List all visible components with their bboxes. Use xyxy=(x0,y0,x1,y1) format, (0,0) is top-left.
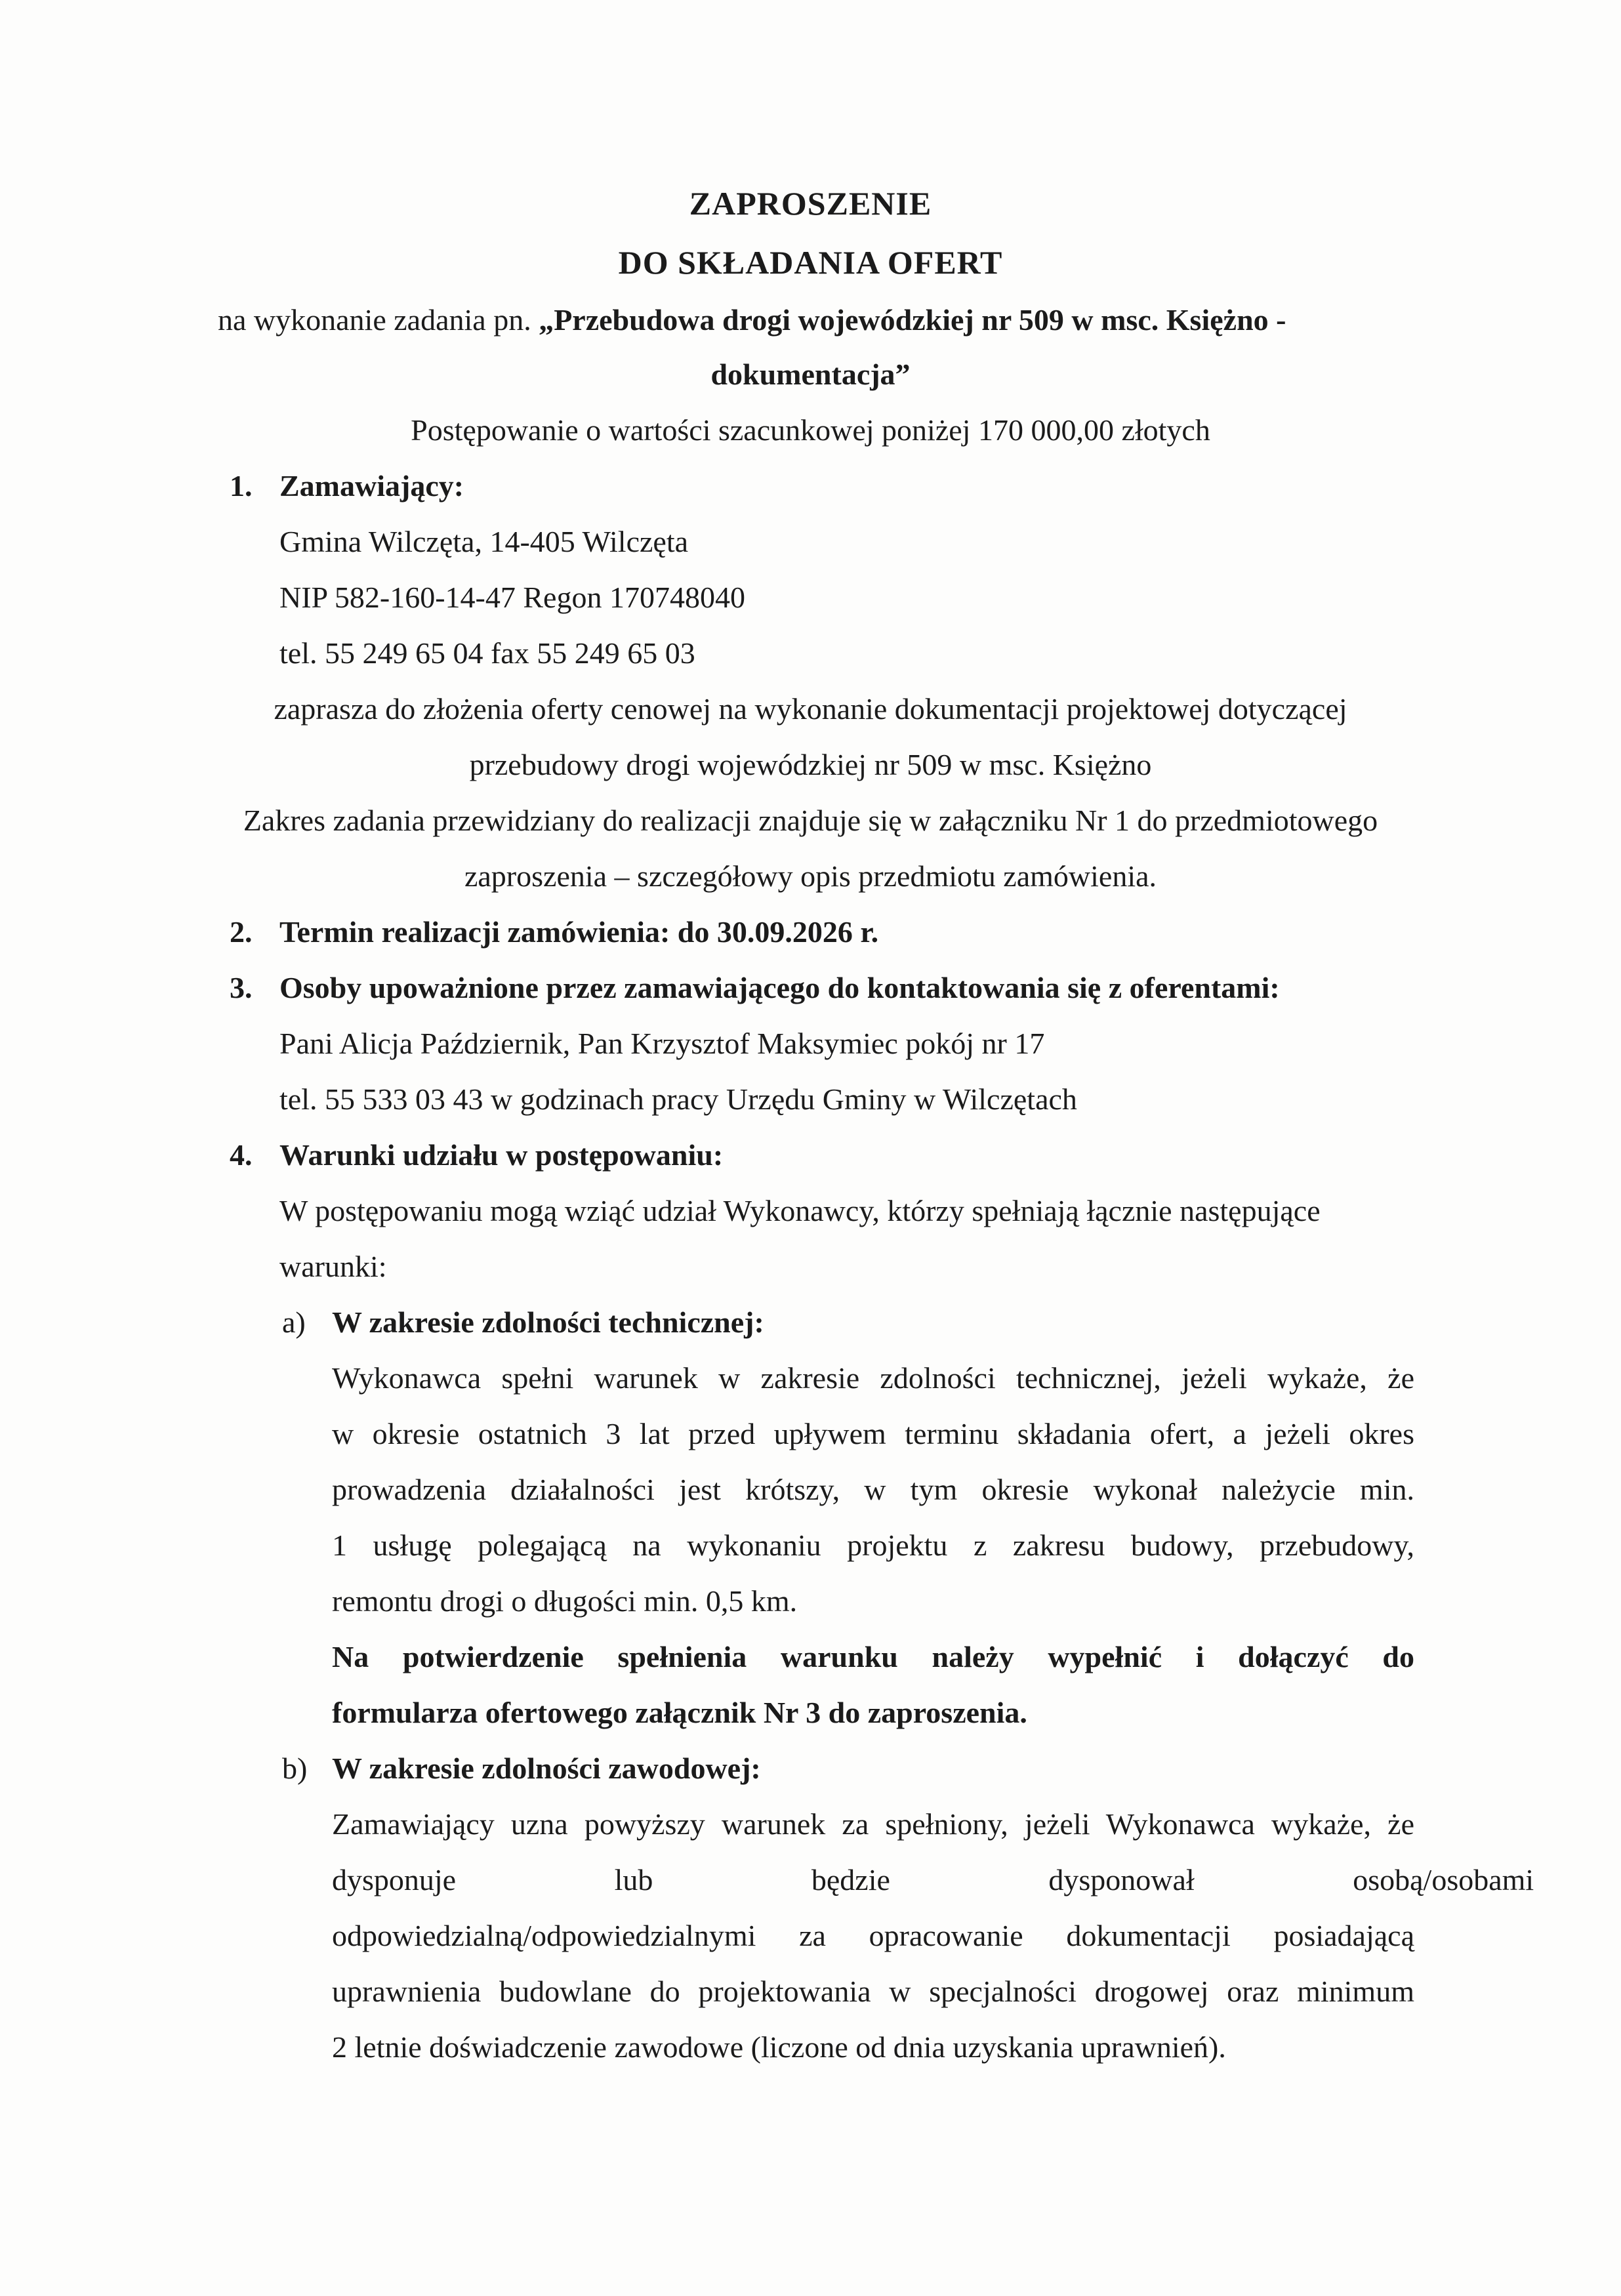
conditions-intro: warunki: xyxy=(279,1250,387,1283)
invite-line: zaprasza do złożenia oferty cenowej na wykonanie dokumentacji projektowej dotyczącej xyxy=(274,692,1347,726)
section-2-number: 2. xyxy=(230,915,253,949)
task-name: „Przebudowa drogi wojewódzkiej nr 509 w msc. Księżno - xyxy=(539,303,1286,337)
section-2-text: Termin realizacji zamówienia: do 30.09.2026 r. xyxy=(279,915,879,949)
sub-a-letter: a) xyxy=(282,1305,306,1339)
invite-line: przebudowy drogi wojewódzkiej nr 509 w msc. Księżno xyxy=(469,748,1152,781)
sub-b-line-1: Zamawiający uzna powyższy warunek za spełniony, jeżeli Wykonawca wykaże, że xyxy=(332,1807,1414,1841)
sub-a-line-3: prowadzenia działalności jest krótszy, w tym okresie wykonał należycie min. xyxy=(332,1473,1414,1506)
sub-b-line-4: uprawnienia budowlane do projektowania w specjalności drogowej oraz minimum xyxy=(332,1975,1414,2008)
contractor-tax-ids: NIP 582-160-14-47 Regon 170748040 xyxy=(279,581,745,614)
section-3-heading: Osoby upoważnione przez zamawiającego do kontaktowania się z oferentami: xyxy=(279,971,1280,1004)
sub-b-line-3: odpowiedzialną/odpowiedzialnymi za opracowanie dokumentacji posiadającą xyxy=(332,1919,1414,1952)
contractor-phone: tel. 55 249 65 04 fax 55 249 65 03 xyxy=(279,636,695,670)
contact-phone: tel. 55 533 03 43 w godzinach pracy Urzędu Gminy w Wilczętach xyxy=(279,1082,1077,1116)
section-1-number: 1. xyxy=(230,469,253,502)
section-4-heading: Warunki udziału w postępowaniu: xyxy=(279,1138,724,1172)
sub-a-line-5: remontu drogi o długości min. 0,5 km. xyxy=(332,1584,798,1618)
sub-a-line-4: 1 usługę polegającą na wykonaniu projektu z zakresu budowy, przebudowy, xyxy=(332,1528,1414,1562)
sub-b-heading: W zakresie zdolności zawodowej: xyxy=(332,1752,761,1785)
section-4-number: 4. xyxy=(230,1138,253,1172)
sub-a-bold-line-2: formularza ofertowego załącznik Nr 3 do zaproszenia. xyxy=(332,1696,1027,1729)
task-prefix: na wykonanie zadania pn. xyxy=(218,303,539,337)
contractor-address: Gmina Wilczęta, 14-405 Wilczęta xyxy=(279,525,689,558)
section-1-heading: Zamawiający: xyxy=(279,469,464,502)
value-line: Postępowanie o wartości szacunkowej poniżej 170 000,00 złotych xyxy=(411,413,1210,447)
section-3-number: 3. xyxy=(230,971,253,1004)
sub-b-letter: b) xyxy=(282,1752,308,1785)
sub-b-line-2: dysponuje lub będzie dysponował osobą/osobami xyxy=(332,1863,1534,1896)
sub-a-line-2: w okresie ostatnich 3 lat przed upływem terminu składania ofert, a jeżeli okres xyxy=(332,1417,1414,1450)
sub-a-line-1: Wykonawca spełni warunek w zakresie zdolności technicznej, jeżeli wykaże, że xyxy=(332,1361,1414,1395)
invite-line: Zakres zadania przewidziany do realizacji znajduje się w załączniku Nr 1 do przedmiotowego xyxy=(243,804,1378,837)
invite-line: zaproszenia – szczegółowy opis przedmiotu zamówienia. xyxy=(464,859,1157,893)
document-title: ZAPROSZENIE xyxy=(689,185,932,222)
task-name-continued: dokumentacja” xyxy=(710,358,911,391)
sub-b-line-5: 2 letnie doświadczenie zawodowe (liczone od dnia uzyskania uprawnień). xyxy=(332,2030,1226,2064)
task-line xyxy=(218,305,1286,335)
sub-a-heading: W zakresie zdolności technicznej: xyxy=(332,1305,764,1339)
sub-a-bold-line-1: Na potwierdzenie spełnienia warunku należy wypełnić i dołączyć do xyxy=(332,1640,1414,1673)
conditions-intro: W postępowaniu mogą wziąć udział Wykonawcy, którzy spełniają łącznie następujące xyxy=(279,1194,1321,1227)
contact-persons: Pani Alicja Październik, Pan Krzysztof Maksymiec pokój nr 17 xyxy=(279,1027,1045,1060)
document-subtitle: DO SKŁADANIA OFERT xyxy=(618,244,1003,281)
